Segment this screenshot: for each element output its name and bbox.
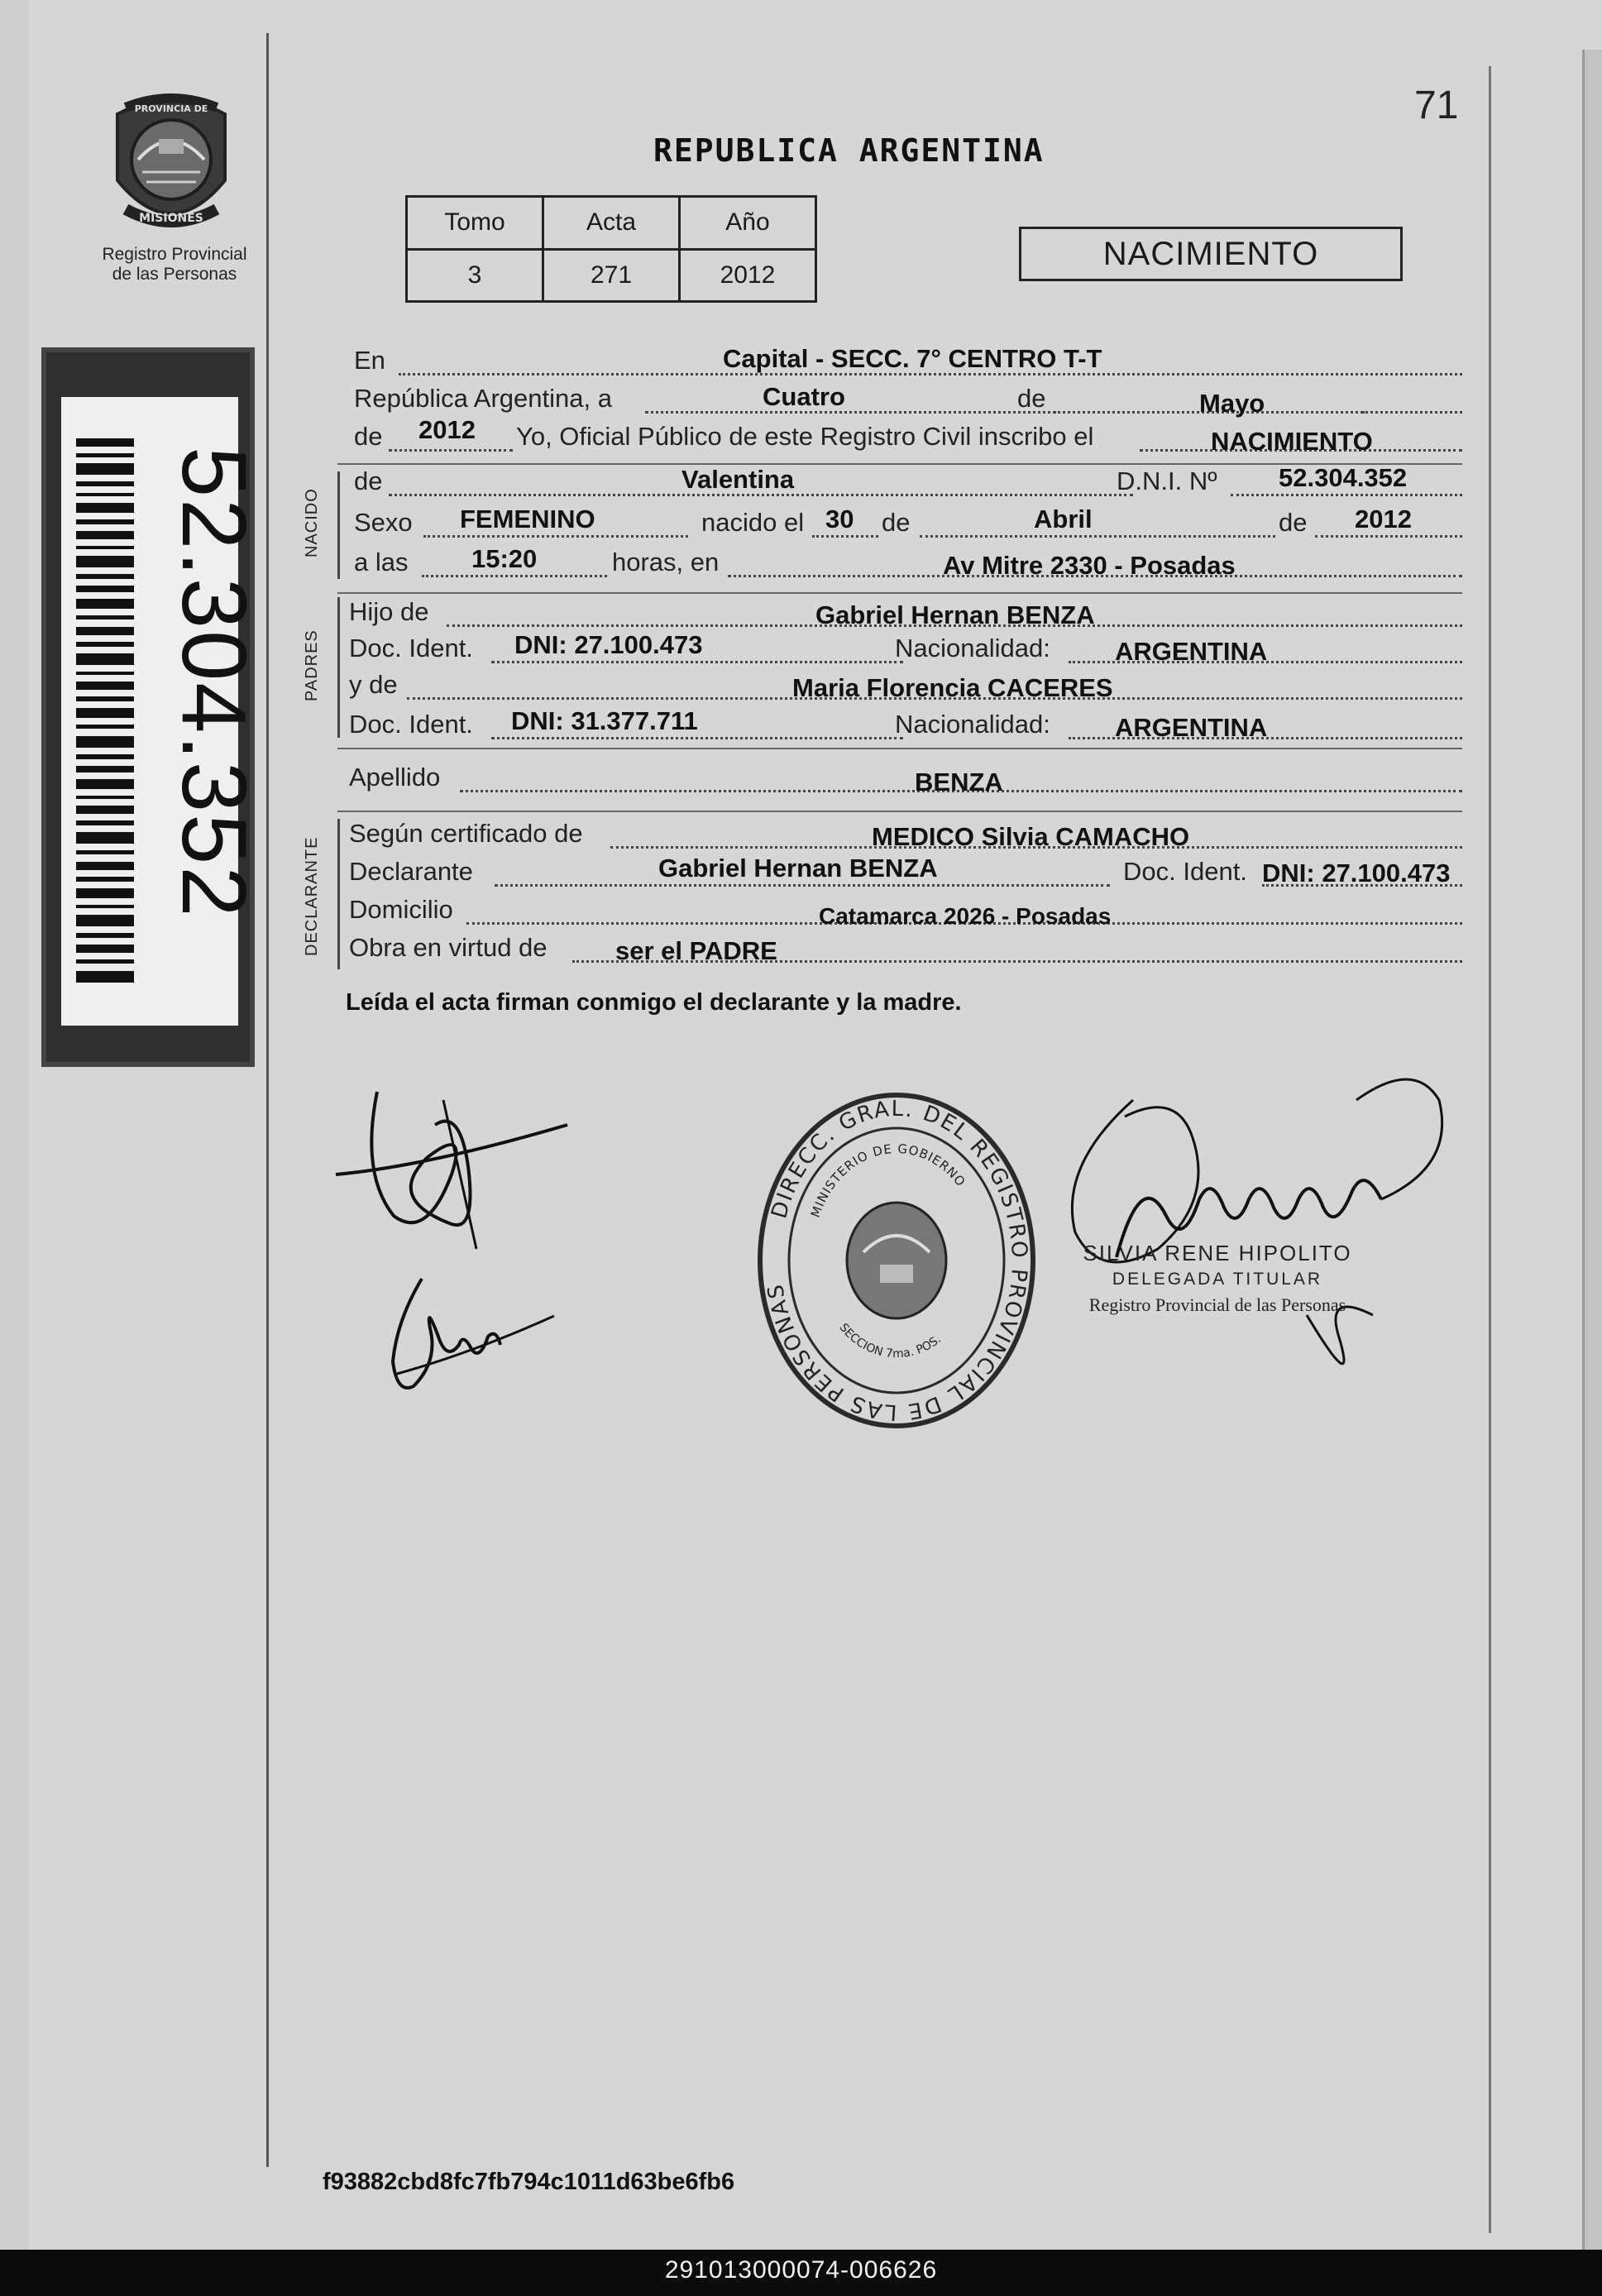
dotted-line [920, 535, 1275, 538]
official-signature-icon [1026, 1067, 1472, 1398]
row-certificado [349, 817, 1462, 854]
row-declarante [349, 855, 1462, 892]
label-domicilio: Domicilio [349, 895, 453, 924]
barcode-inner [61, 397, 265, 1026]
label-sexo: Sexo [354, 508, 413, 537]
label-nombre: de [354, 466, 383, 495]
row-padre [349, 596, 1462, 632]
value-madre: Maria Florencia CACERES [792, 673, 1113, 702]
right-margin-line [1489, 66, 1491, 2233]
row-apellido [349, 761, 1462, 797]
header-acta: Acta [543, 197, 680, 250]
value-mes: Mayo [1199, 389, 1265, 418]
document-hash: f93882cbd8fc7fb794c1011d63be6fb6 [323, 2169, 735, 2195]
value-madre-doc: DNI: 31.377.711 [511, 706, 698, 735]
dotted-line [422, 575, 607, 577]
label-padre-doc: Doc. Ident. [349, 634, 473, 662]
logo-top-text: PROVINCIA DE [134, 103, 208, 114]
closing-statement: Leída el acta firman conmigo el declarante y la madre. [346, 989, 962, 1016]
padres-separator [337, 597, 340, 738]
value-padre-nac: ARGENTINA [1115, 637, 1268, 666]
label-declarante: Declarante [349, 857, 473, 886]
label-hora: a las [354, 548, 409, 576]
dotted-line [495, 884, 1110, 887]
declarante-separator [337, 819, 340, 969]
page-number: 71 [1414, 84, 1459, 127]
logo-caption-line1: Registro Provincial [102, 245, 247, 264]
label-certificado: Según certificado de [349, 819, 583, 848]
side-label-declarante: DECLARANTE [303, 836, 321, 956]
dotted-line [1231, 494, 1462, 496]
value-hora: 15:20 [471, 544, 538, 573]
official-role: DELEGADA TITULAR [1112, 1270, 1323, 1289]
value-acta: 271 [543, 249, 680, 302]
label-de-mes: de [1017, 384, 1046, 413]
official-office: Registro Provincial de las Personas [1088, 1294, 1346, 1315]
logo-caption [79, 245, 270, 285]
value-obra: ser el PADRE [615, 936, 777, 965]
label-padre-nac: Nacionalidad: [895, 634, 1050, 662]
row-inscribo [354, 415, 1462, 457]
value-dia: Cuatro [763, 382, 845, 411]
seal-bottom-text: SECCION 7ma. POS. [836, 1321, 944, 1361]
row-madre [349, 668, 1462, 705]
label-inscribo: Yo, Oficial Público de este Registro Civil inscribo el [516, 422, 1094, 451]
barcode-label [41, 347, 265, 1067]
row-obra [349, 931, 1462, 968]
dotted-line [1315, 535, 1462, 538]
value-anio: 2012 [418, 415, 476, 444]
side-label-padres: PADRES [303, 629, 321, 701]
official-name: SILVIA RENE HIPOLITO [1083, 1241, 1352, 1265]
dotted-line [491, 737, 903, 739]
nacido-separator [337, 471, 340, 579]
scan-code: 291013000074-006626 [664, 2256, 938, 2284]
declarant-signature-icon [328, 1075, 576, 1257]
value-domicilio: Catamarca 2026 - Posadas [819, 903, 1112, 929]
label-nacido: nacido el [701, 508, 805, 537]
label-madre-nac: Nacionalidad: [895, 710, 1050, 739]
mother-signature-icon [380, 1270, 562, 1403]
section-divider [337, 748, 1462, 749]
value-en: Capital - SECC. 7° CENTRO T-T [723, 344, 1102, 373]
svg-text:SECCION 7ma. POS. [836, 1321, 943, 1361]
logo-caption-line2: de las Personas [112, 265, 237, 284]
value-anio: 2012 [680, 249, 816, 302]
row-republica [354, 382, 1462, 419]
record-table [405, 195, 817, 303]
official-signature-block [1069, 1241, 1366, 1316]
label-obra: Obra en virtud de [349, 933, 548, 962]
left-margin-line [266, 33, 269, 2167]
dotted-line [389, 449, 513, 452]
value-declarante-doc: DNI: 27.100.473 [1262, 859, 1451, 887]
official-seal-icon [748, 1087, 1045, 1434]
dotted-line [491, 661, 903, 663]
label-madre-doc: Doc. Ident. [349, 710, 473, 739]
row-sexo [354, 506, 1462, 543]
dotted-line [1262, 884, 1462, 887]
seal-ring-text: DIRECC. GRAL. DEL REGISTRO PROVINCIAL DE LAS PERSONAS [763, 1096, 1032, 1425]
section-divider [337, 592, 1462, 594]
label-de-anio: de [354, 422, 383, 451]
label-nacido-de: de [882, 508, 911, 537]
row-en [354, 344, 1462, 380]
logo-bottom-text: MISIONES [139, 212, 203, 225]
label-dni: D.N.I. Nº [1117, 466, 1217, 495]
document-type-box: NACIMIENTO [1019, 227, 1403, 281]
record-table-header-row [407, 197, 816, 250]
value-nacido-anio: 2012 [1355, 505, 1412, 533]
side-label-nacido: NACIDO [303, 488, 321, 557]
value-declarante: Gabriel Hernan BENZA [658, 854, 938, 883]
dotted-line [423, 535, 688, 538]
row-domicilio [349, 893, 1462, 930]
value-inscribo: NACIMIENTO [1211, 427, 1373, 456]
label-hijo-de: Hijo de [349, 597, 429, 626]
record-table-value-row [407, 249, 816, 302]
value-padre-doc: DNI: 27.100.473 [514, 630, 703, 659]
row-hora [354, 546, 1462, 582]
row-padre-doc [349, 632, 1462, 668]
label-en: En [354, 346, 385, 375]
value-lugar: Av Mitre 2330 - Posadas [943, 551, 1236, 580]
value-nacido-dia: 30 [825, 505, 854, 533]
misiones-coat-of-arms-icon [101, 89, 241, 238]
label-y-de: y de [349, 670, 398, 699]
binding-strip [0, 0, 28, 2296]
page-edge [1582, 50, 1602, 2250]
label-nacido-anio: de [1279, 508, 1308, 537]
row-madre-doc [349, 708, 1462, 744]
header-anio: Año [680, 197, 816, 250]
row-nombre [354, 465, 1462, 501]
value-certificado: MEDICO Silvia CAMACHO [872, 822, 1190, 851]
document-title: REPUBLICA ARGENTINA [653, 132, 1045, 169]
value-nacido-mes: Abril [1034, 505, 1093, 533]
label-horas-en: horas, en [612, 548, 720, 576]
label-apellido: Apellido [349, 763, 441, 792]
value-apellido: BENZA [915, 768, 1003, 796]
value-sexo: FEMENINO [460, 505, 595, 533]
value-padre: Gabriel Hernan BENZA [815, 600, 1095, 629]
value-madre-nac: ARGENTINA [1115, 713, 1268, 742]
value-nombre: Valentina [681, 465, 795, 494]
barcode-icon [76, 438, 134, 984]
seal-inner-text: MINISTERIO DE GOBIERNO [807, 1141, 969, 1220]
value-tomo: 3 [407, 249, 543, 302]
barcode-number: 52.304.352 [163, 447, 265, 919]
dotted-line [812, 535, 878, 538]
label-republica: República Argentina, a [354, 384, 612, 413]
value-dni: 52.304.352 [1279, 463, 1408, 492]
header-tomo: Tomo [407, 197, 543, 250]
label-declarante-doc: Doc. Ident. [1123, 857, 1247, 886]
section-divider [337, 811, 1462, 812]
